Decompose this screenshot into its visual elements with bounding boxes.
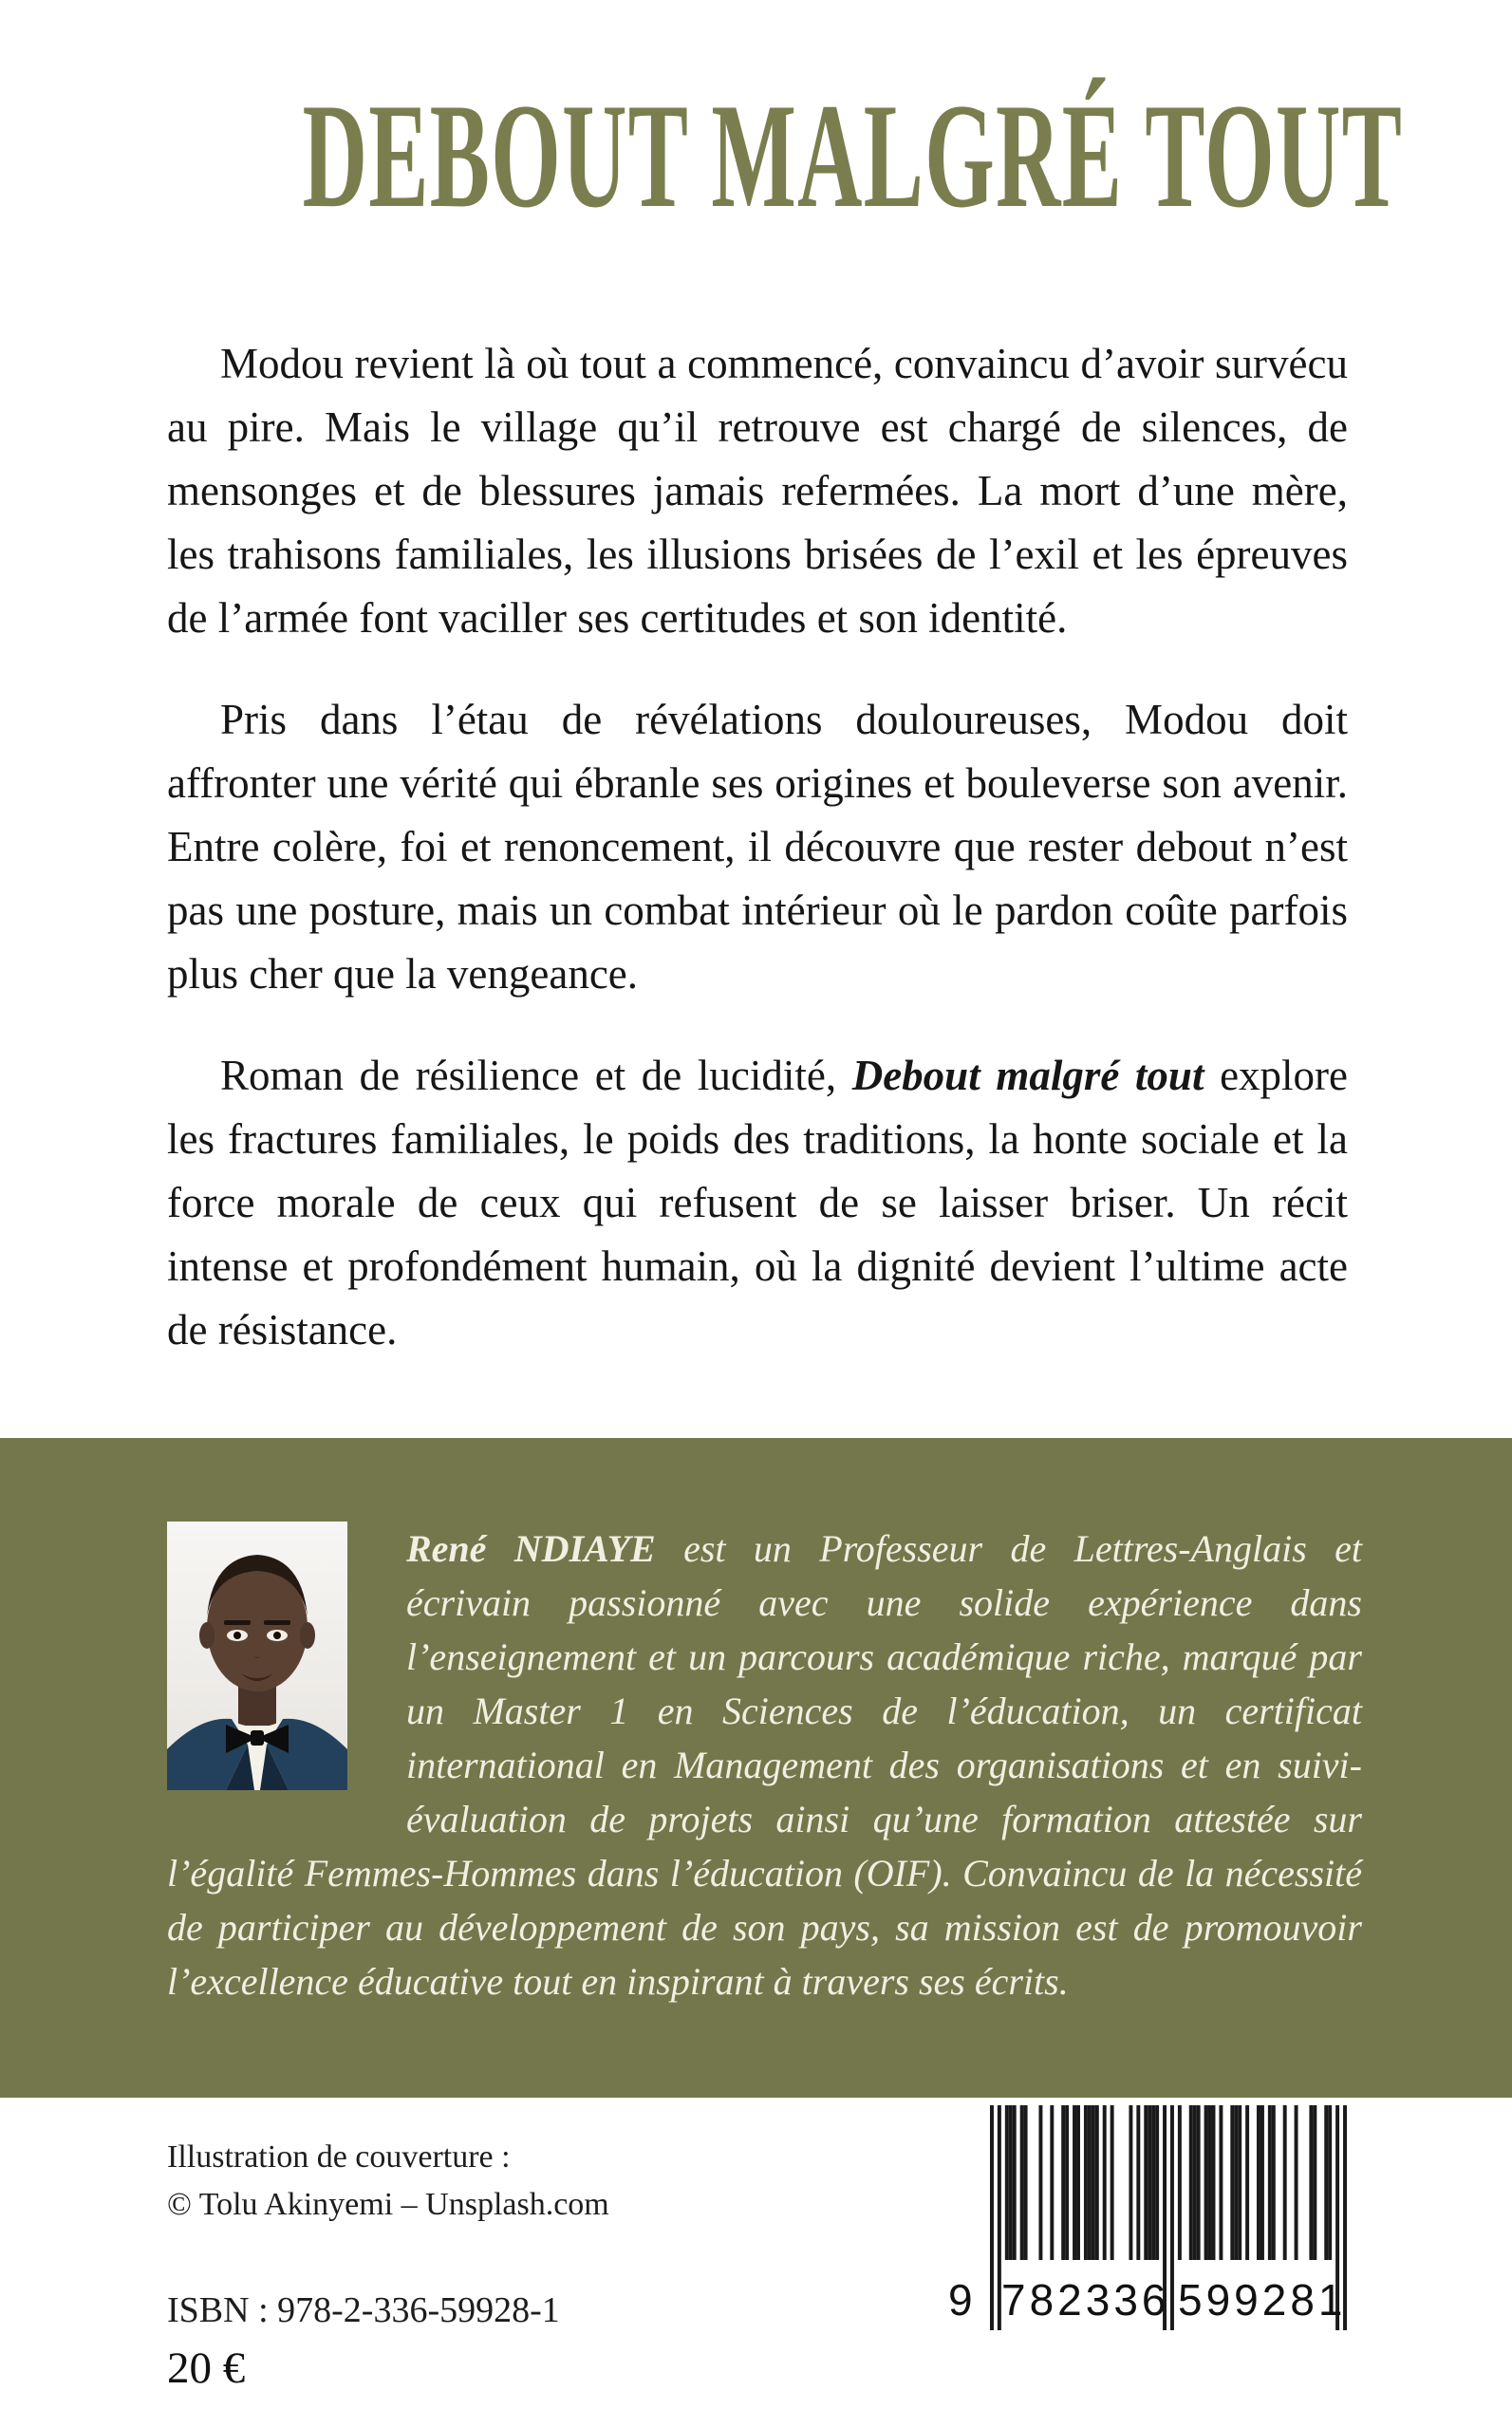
- author-bio-text: est un Professeur de Lettres-Anglais et écrivain passionné avec une solide expérience dans l’enseignement et un parcours académique riche, marqué par un Master 1 en Sciences de l’éducation, un certificat international en Management des organisations et en suivi-évaluation de projets ainsi qu’une formation attestée sur l’égalité Femmes-Hommes dans l’éducation (OIF). Convaincu de la nécessité de participer au développement de son pays, sa mission est de promouvoir l’excellence éducative tout en inspirant à travers ses écrits.: [167, 1527, 1362, 2003]
- book-title: DEBOUT MALGRÉ TOUT: [302, 73, 1404, 239]
- author-name: René NDIAYE: [406, 1527, 656, 1570]
- price: 20 €: [167, 2344, 246, 2393]
- author-portrait-illustration: [167, 1522, 347, 1790]
- credit-line-1: Illustration de couverture :: [167, 2139, 511, 2175]
- author-photo: [167, 1522, 347, 1790]
- author-band: [0, 1438, 1512, 2098]
- author-band-inner: [167, 1438, 1362, 2008]
- book-title-emphasis: Debout malgré tout: [851, 1052, 1204, 1099]
- synopsis-paragraph-1: Modou revient là où tout a commencé, convaincu d’avoir survécu au pire. Mais le village qu’il retrouve est chargé de silences, de mensonges et de blessures jamais refermées. La mort d’une mère, les trahisons familiales, les illusions brisées de l’exil et les épreuves de l’armée font vaciller ses certitudes et son identité.: [167, 340, 1348, 642]
- synopsis-paragraph-3-before: Roman de résilience et de lucidité,: [220, 1052, 852, 1099]
- barcode-digit-group-2: 782336: [1001, 2275, 1170, 2325]
- synopsis-paragraph-3: [167, 1044, 1348, 1362]
- barcode-digits: [948, 2267, 1347, 2333]
- synopsis: [167, 332, 1348, 1362]
- synopsis-paragraph-2: Pris dans l’étau de révélations douloureuses, Modou doit affronter une vérité qui ébranle ses origines et bouleverse son avenir. Entre colère, foi et renoncement, il découvre que rester debout n’est pas une posture, mais un combat intérieur où le pardon coûte parfois plus cher que la vengeance.: [167, 696, 1348, 998]
- credit-line-2: © Tolu Akinyemi – Unsplash.com: [167, 2187, 609, 2222]
- barcode-digit-group-1: 9: [948, 2275, 973, 2325]
- cover-illustration-credit: [167, 2134, 609, 2229]
- barcode-digit-group-3: 599281: [1178, 2275, 1347, 2325]
- synopsis-paragraph-3-after: explore les fractures familiales, le poids des traditions, la honte sociale et la force morale de ceux qui refusent de se laisser briser. Un récit intense et profondément humain, où la dignité devient l’ultime acte de résistance.: [167, 1052, 1349, 1354]
- barcode-ean13: [948, 2105, 1347, 2333]
- isbn-number: ISBN : 978-2-336-59928-1: [167, 2290, 560, 2330]
